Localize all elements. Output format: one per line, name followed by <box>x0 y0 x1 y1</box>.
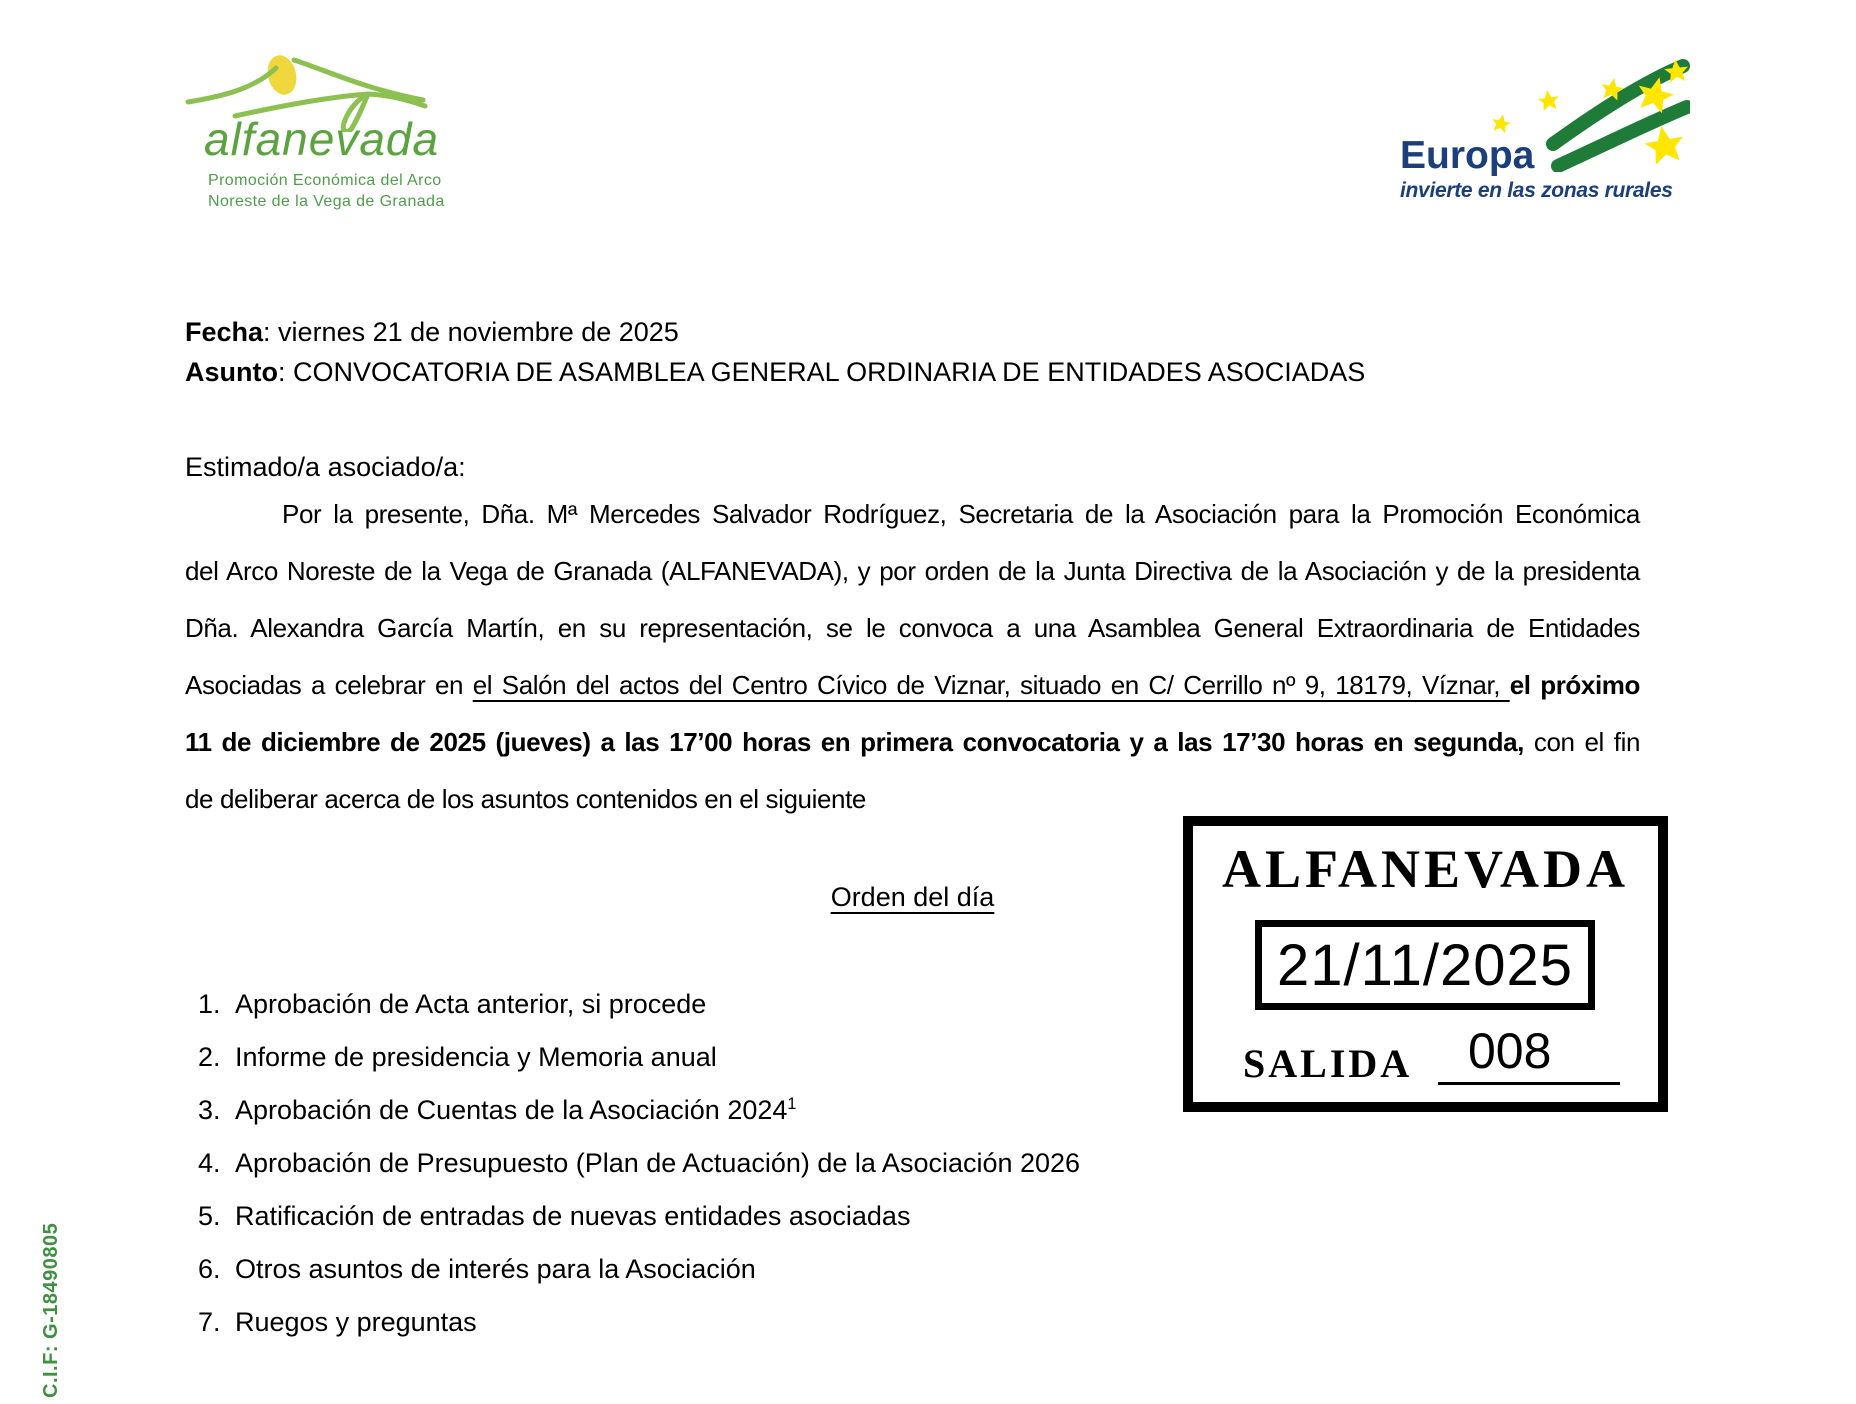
alfanevada-wordmark: alfanevada <box>204 113 440 165</box>
paragraph-text: Por la presente, Dña. Mª Mercedes Salvador Rodríguez, Secretaria de la Asociación para la Promoción Económica <box>282 499 1640 529</box>
agenda-item <box>198 1237 1080 1290</box>
stamp-number: 008 <box>1468 1023 1552 1079</box>
asunto-label: Asunto <box>185 357 278 387</box>
paragraph-line <box>185 543 1640 600</box>
europa-subtitle: invierte en las zonas rurales <box>1400 179 1673 202</box>
agenda-item <box>198 1184 1080 1237</box>
agenda-item-text: Informe de presidencia y Memoria anual <box>235 1042 717 1072</box>
stamp-salida-label: SALIDA <box>1243 1041 1413 1086</box>
agenda-item-number: 3. <box>198 1095 221 1125</box>
fecha-line <box>185 312 1365 352</box>
paragraph-line <box>185 714 1640 771</box>
alfanevada-tagline-line1: Promoción Económica del Arco <box>208 172 442 189</box>
agenda-item-number: 2. <box>198 1042 221 1072</box>
agenda-item-number: 1. <box>198 989 221 1019</box>
paragraph-line: de deliberar acerca de los asuntos contenidos en el siguiente <box>185 784 866 814</box>
agenda-item <box>198 1290 1080 1343</box>
agenda-item <box>198 972 1080 1025</box>
agenda-list <box>198 972 1080 1343</box>
registry-stamp <box>1183 816 1668 1112</box>
agenda-item-text: Ratificación de entradas de nuevas entidades asociadas <box>235 1201 911 1231</box>
agenda-item-text: Aprobación de Acta anterior, si procede <box>235 989 707 1019</box>
agenda-item-number: 4. <box>198 1148 221 1178</box>
stamp-number-underline <box>1438 1082 1620 1085</box>
agenda-item <box>198 1131 1080 1184</box>
agenda-item-text: Aprobación de Cuentas de la Asociación 2024 <box>235 1095 788 1125</box>
agenda-item-number: 6. <box>198 1254 221 1284</box>
agenda-item-text: Otros asuntos de interés para la Asociación <box>235 1254 756 1284</box>
date-bold-text: el próximo <box>1509 670 1640 700</box>
agenda-item-text: Aprobación de Presupuesto (Plan de Actuación) de la Asociación 2026 <box>235 1148 1081 1178</box>
asunto-value: : CONVOCATORIA DE ASAMBLEA GENERAL ORDINARIA DE ENTIDADES ASOCIADAS <box>277 357 1366 387</box>
europa-logo <box>1395 52 1690 212</box>
alfanevada-tagline-line2: Noreste de la Vega de Granada <box>208 193 445 210</box>
agenda-item <box>198 1025 1080 1078</box>
paragraph-text: Dña. Alexandra García Martín, en su representación, se le convoca a una Asamblea General Extraordinaria de Entidades <box>185 613 1640 643</box>
paragraph-text: con el fin <box>1524 727 1641 757</box>
stamp-title: ALFANEVADA <box>1221 839 1630 899</box>
venue-underlined-text: el Salón del actos del Centro Cívico de Viznar, situado en C/ Cerrillo nº 9, 18179, Víznar, <box>472 670 1510 700</box>
meta-block <box>185 312 1365 392</box>
stamp-date: 21/11/2025 <box>1277 932 1573 998</box>
body-paragraph <box>185 486 1640 828</box>
alfanevada-logo <box>178 40 448 220</box>
europa-title: Europa <box>1400 134 1535 177</box>
asunto-line <box>185 352 1365 392</box>
alfanevada-tagline <box>208 170 445 212</box>
star-icon <box>1490 112 1512 134</box>
agenda-item <box>198 1078 1080 1131</box>
paragraph-line <box>185 657 1640 714</box>
agenda-item-text: Ruegos y preguntas <box>235 1307 477 1337</box>
star-icon <box>1537 89 1560 112</box>
paragraph-line <box>185 600 1640 657</box>
orden-del-dia-text: Orden del día <box>830 882 995 912</box>
agenda-item-footnote: 1 <box>787 1095 797 1113</box>
hill-stroke-left <box>188 68 276 102</box>
paragraph-text: del Arco Noreste de la Vega de Granada (ALFANEVADA), y por orden de la Junta Directiva de la Asociación y de la presidenta <box>185 556 1640 586</box>
salutation: Estimado/a asociado/a: <box>185 452 466 482</box>
fecha-label: Fecha <box>185 317 264 347</box>
paragraph-text: Asociadas a celebrar en <box>185 670 473 700</box>
fecha-value: : viernes 21 de noviembre de 2025 <box>263 317 679 347</box>
paragraph-line <box>185 486 1640 543</box>
stamp-date-box <box>1255 920 1595 1010</box>
cif-vertical-text: C.I.F: G-18490805 <box>40 1222 62 1398</box>
date-bold-text: 11 de diciembre de 2025 (jueves) a las 17’00 horas en primera convocatoria y a las 17’30 horas en segunda, <box>185 727 1525 757</box>
agenda-item-number: 5. <box>198 1201 221 1231</box>
agenda-item-number: 7. <box>198 1307 221 1337</box>
